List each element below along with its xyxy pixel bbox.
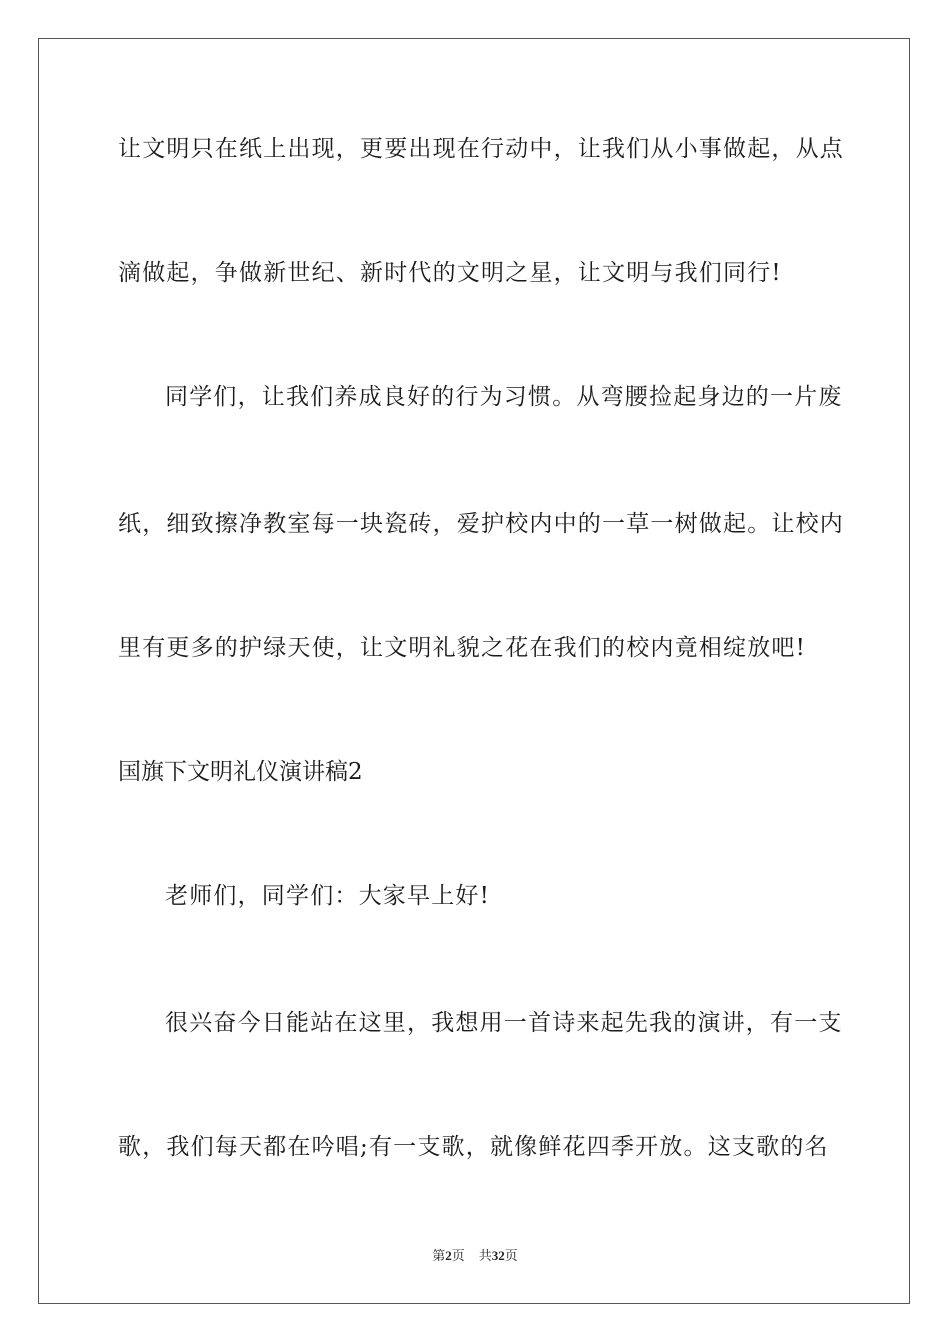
body-text-line: 里有更多的护绿天使，让文明礼貌之花在我们的校内竟相绽放吧!: [118, 635, 807, 661]
section-heading: 国旗下文明礼仪演讲稿2: [118, 759, 363, 785]
body-text-line: 让文明只在纸上出现，更要出现在行动中，让我们从小事做起，从点: [118, 136, 844, 162]
body-text-line: 同学们，让我们养成良好的行为习惯。从弯腰捡起身边的一片废: [165, 384, 843, 410]
body-text-line: 滴做起，争做新世纪、新时代的文明之星，让文明与我们同行!: [118, 260, 782, 286]
body-text-line: 纸，细致擦净教室每一块瓷砖，爱护校内中的一草一树做起。让校内: [118, 511, 844, 537]
current-page-number: 2: [445, 1248, 452, 1263]
page-suffix: 页: [451, 1248, 465, 1263]
total-pages-number: 32: [491, 1248, 505, 1263]
body-text-line: 歌，我们每天都在吟唱;有一支歌，就像鲜花四季开放。这支歌的名: [118, 1134, 829, 1160]
body-text-line: 很兴奋今日能站在这里，我想用一首诗来起先我的演讲，有一支: [165, 1010, 843, 1036]
greeting-line: 老师们，同学们：大家早上好!: [165, 883, 491, 909]
total-suffix: 页: [504, 1248, 518, 1263]
page-footer: [0, 1247, 950, 1265]
total-prefix: 共: [478, 1248, 492, 1263]
page-prefix: 第: [432, 1248, 446, 1263]
page-border: [38, 38, 910, 1304]
